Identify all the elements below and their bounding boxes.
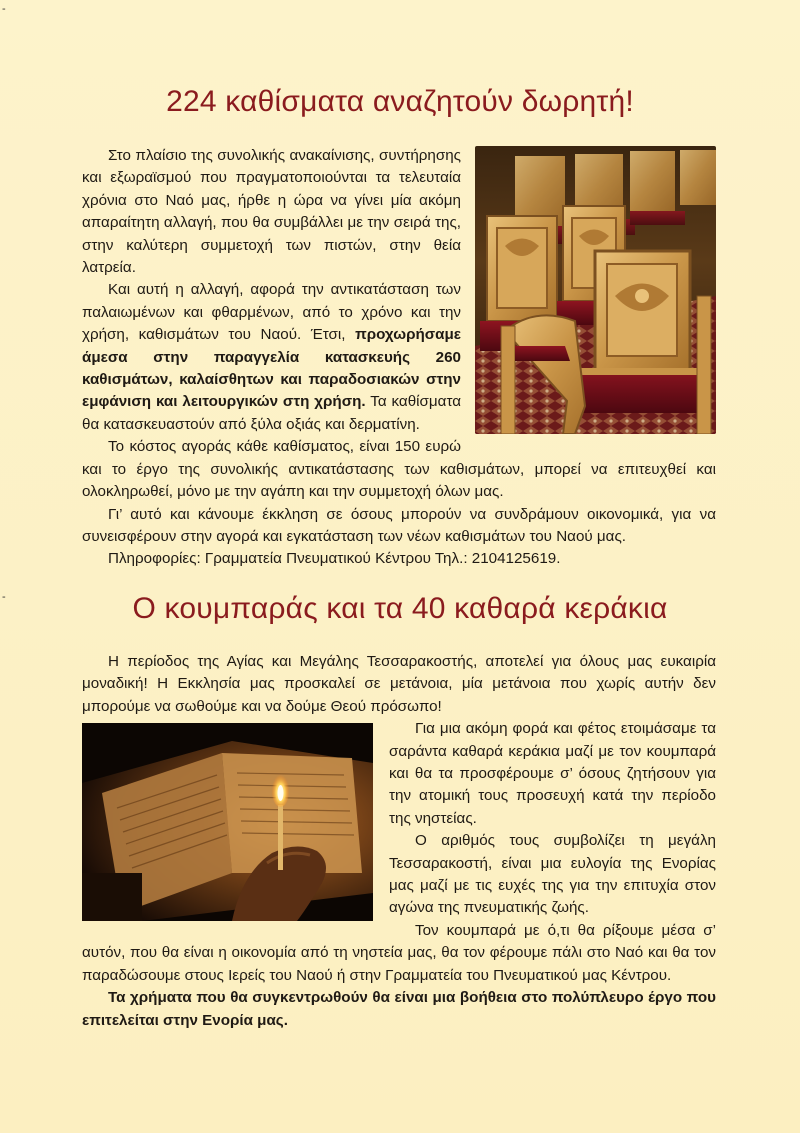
section2-paragraph-2: Για μια ακόμη φορά και φέτος ετοιμάσαμε τα σαράντα καθαρά κεράκια μαζί με τον κουμπαρά και θα τα προσφέρουμε σ’ όσους ζητήσουν για την ατομική τους προσευχή κατά την περίοδο της νηστείας. <box>389 720 716 827</box>
section1-paragraph-1: Στο πλαίσιο της συνολικής ανακαίνισης, συντήρησης και εξωραϊσμού που πραγματοποιούνται τα τελευταία χρόνια στο Ναό μας, ήρθε η ώρα να γίνει μία ακόμη απαραίτητη αλλαγή, που θα συμβάλλει με την σειρά της, στην καλύτερη συμμετοχή των πιστών, στην θεία λατρεία. <box>82 147 461 277</box>
section2-paragraph-5-bold: Τα χρήματα που θα συγκεντρωθούν θα είναι μια βοήθεια στο πολύπλευρο έργο που επιτελείται στην Ενορία μας. <box>82 989 716 1029</box>
crop-mark-middle: - <box>2 591 6 603</box>
section1-info-line: Πληροφορίες: Γραμματεία Πνευματικού Κέντρου Τηλ.: 2104125619. <box>108 550 561 568</box>
section1-paragraph-3: Το κόστος αγοράς κάθε καθίσματος, είναι 150 ευρώ και το έργο της συνολικής αντικατάστασης των καθισμάτων, μπορεί να επιτευχθεί και ολοκληρωθεί, μόνο με την αγάπη και την συμμετοχή όλων μας. <box>82 438 716 501</box>
section1-paragraph-2-start: Και αυτή η αλλαγή, αφορά την αντικατάσταση των παλαιωμένων και φθαρμένων, από το χρόνο και την χρήση, καθισμάτων του Ναού. Έτσι, <box>82 281 461 344</box>
section2-paragraph-4: Τον κουμπαρά με ό,τι θα ρίξουμε μέσα σ’ αυτόν, που θα είναι η οικονομία από τη νηστεία μας, θα τον φέρουμε πάλι στο Ναό και θα τον παραδώσουμε στους Ιερείς του Ναού ή στην Γραμματεία του Πνευματικού μας Κέντρου. <box>82 921 716 984</box>
section1-title: 224 καθίσματα αναζητούν δωρητή! <box>166 85 634 118</box>
church-chairs-photo <box>475 146 716 434</box>
section2-article <box>82 651 716 1032</box>
section1-paragraph-2-end: Τα καθίσματα θα κατασκευαστούν από ξύλα οξιάς και δερματίνη. <box>82 393 462 433</box>
section2-paragraph-3: Ο αριθμός τους συμβολίζει τη μεγάλη Τεσσαρακοστή, είναι μια ευλογία της Ενορίας μας μαζί με τις ευχές της για την επιτυχία στον αγώνα της πνευματικής ζωής. <box>389 832 716 917</box>
section1-paragraph-2-bold: προχωρήσαμε άμεσα στην παραγγελία κατασκευής 260 καθισμάτων, καλαίσθητων και παραδοσιακών στην εμφάνιση και λειτουργικών στη χρήση. <box>82 326 461 411</box>
candle-reading-photo <box>82 723 373 921</box>
crop-mark-top: - <box>2 3 6 15</box>
section2-paragraph-1: Η περίοδος της Αγίας και Μεγάλης Τεσσαρακοστής, αποτελεί για όλους μας ευκαιρία μοναδική! Η Εκκλησία μας προσκαλεί σε μετάνοια, μία μετάνοια που χωρίς αυτήν δεν μπορούμε να σωθούμε και να δούμε Θεού πρόσωπο! <box>82 653 716 715</box>
section2-title: Ο κουμπαράς και τα 40 καθαρά κεράκια <box>132 592 668 625</box>
section1-paragraph-4: Γι’ αυτό και κάνουμε έκκληση σε όσους μπορούν να συνδράμουν οικονομικά, για να συνεισφέρουν στην αγορά και εγκατάσταση των νέων καθισμάτων του Ναού μας. <box>82 505 716 545</box>
section1-article <box>82 145 716 571</box>
